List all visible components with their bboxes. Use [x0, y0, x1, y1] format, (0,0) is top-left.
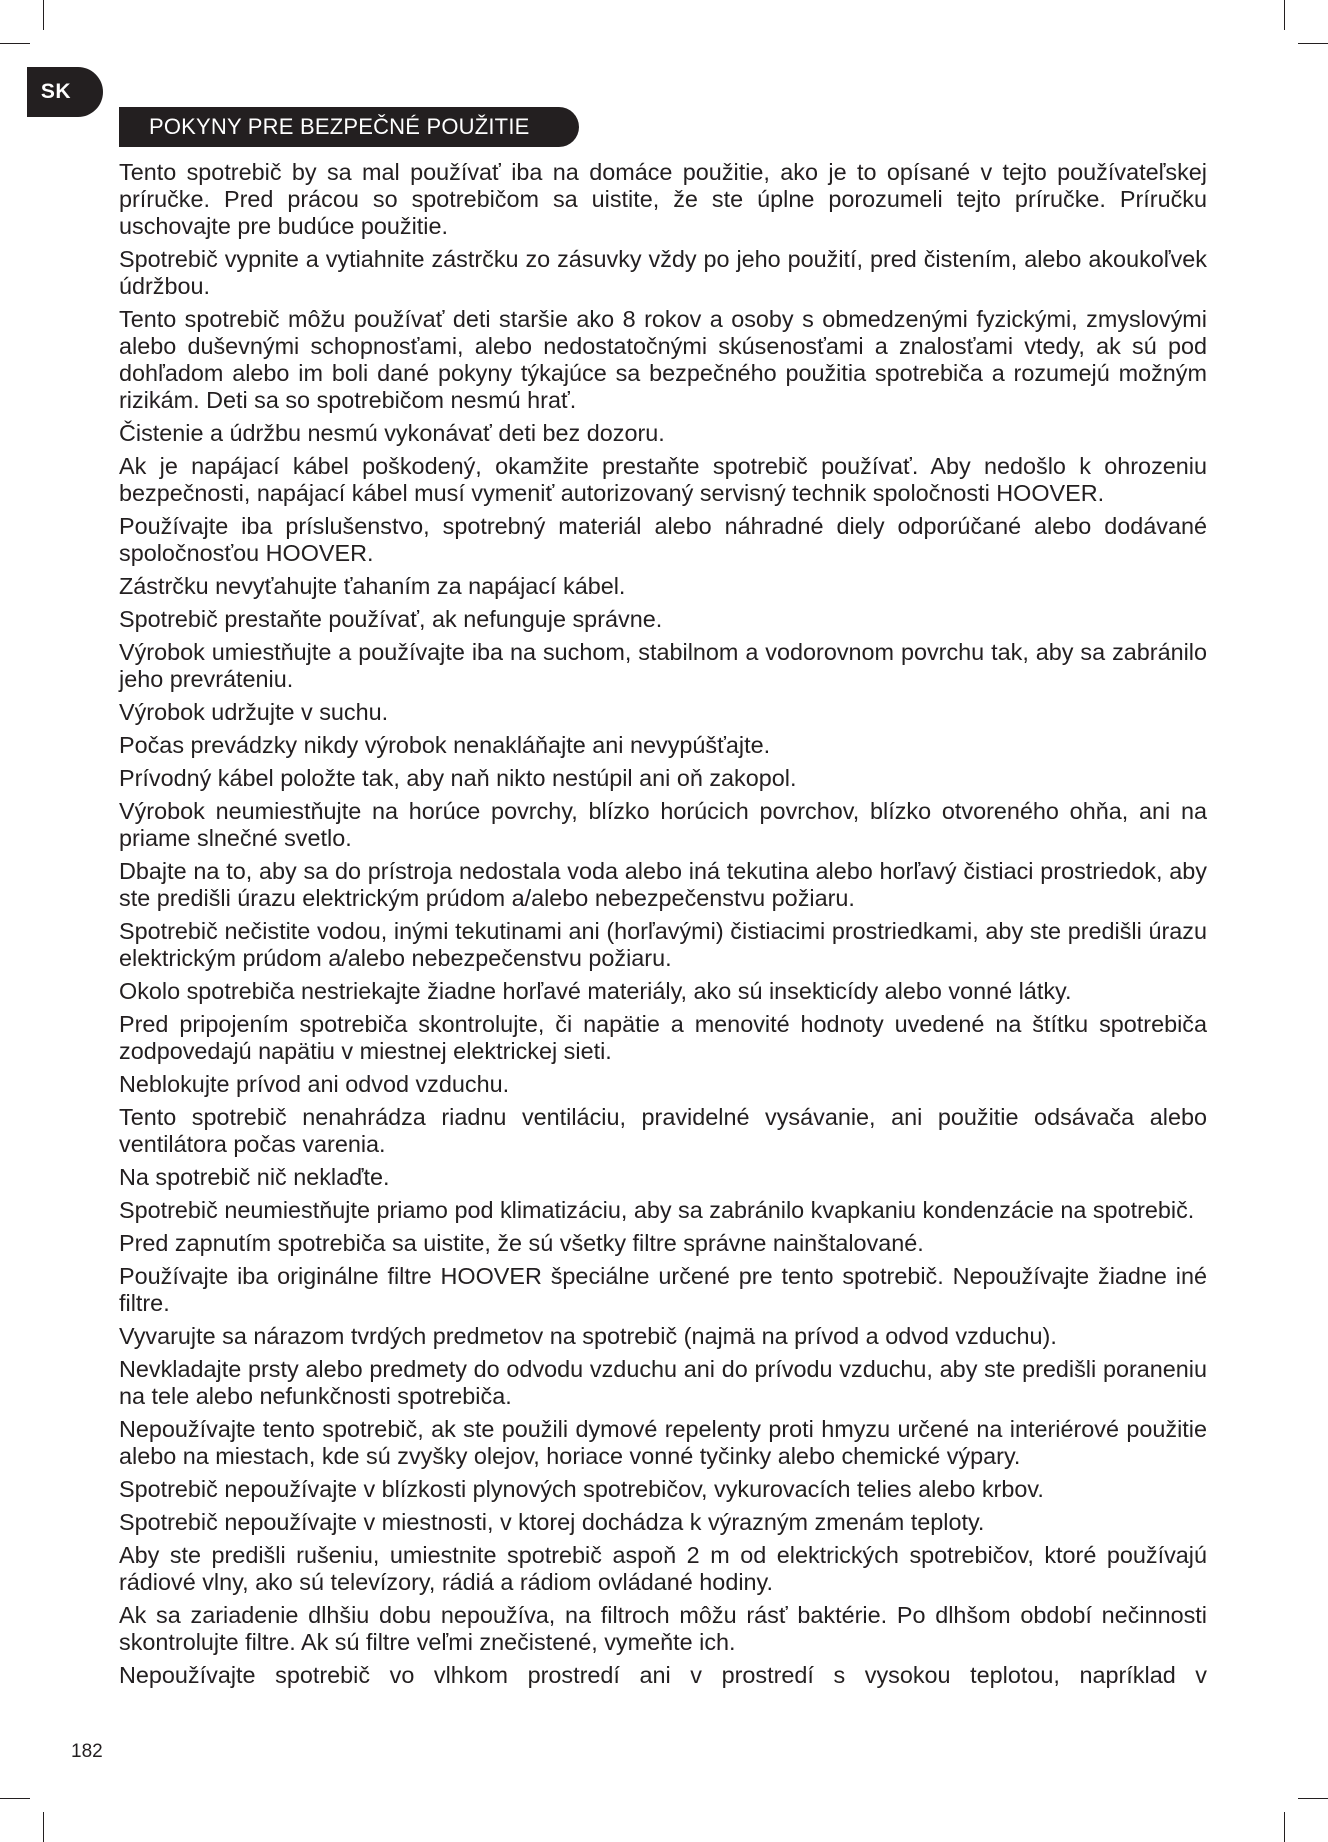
paragraph: Na spotrebič nič neklaďte. — [119, 1164, 390, 1190]
crop-mark-bottom-left-horizontal — [0, 1798, 30, 1799]
crop-mark-bottom-right-horizontal — [1298, 1798, 1328, 1799]
paragraph: Nevkladajte prsty alebo predmety do odvodu vzduchu ani do prívodu vzduchu, aby ste predišli poraneniu na tele alebo nefunkčnosti spotrebiča. — [119, 1356, 1207, 1409]
paragraph: Výrobok udržujte v suchu. — [119, 699, 389, 725]
paragraph: Prívodný kábel položte tak, aby naň nikto nestúpil ani oň zakopol. — [119, 765, 797, 791]
language-tab-label: SK — [40, 80, 72, 103]
crop-mark-top-right-vertical — [1284, 0, 1285, 30]
paragraph: Spotrebič nepoužívajte v blízkosti plynových spotrebičov, vykurovacích telies alebo krbov. — [119, 1476, 1044, 1502]
paragraph: Pred pripojením spotrebiča skontrolujte, či napätie a menovité hodnoty uvedené na štítku spotrebiča zodpovedajú napätiu v miestnej elektrickej sieti. — [119, 1011, 1207, 1064]
paragraph: Používajte iba príslušenstvo, spotrebný materiál alebo náhradné diely odporúčané alebo dodávané spoločnosťou HOOVER. — [119, 513, 1207, 566]
paragraph: Tento spotrebič nenahrádza riadnu ventiláciu, pravidelné vysávanie, ani použitie odsávača alebo ventilátora počas varenia. — [119, 1104, 1207, 1157]
safety-instructions — [119, 159, 1207, 1695]
paragraph: Spotrebič nečistite vodou, inými tekutinami ani (horľavými) čistiacimi prostriedkami, aby ste predišli úrazu elektrickým prúdom a/alebo nebezpečenstvu požiaru. — [119, 918, 1207, 971]
paragraph: Spotrebič nepoužívajte v miestnosti, v ktorej dochádza k výrazným zmenám teploty. — [119, 1509, 985, 1535]
page-number: 182 — [71, 1741, 103, 1762]
paragraph: Nepoužívajte tento spotrebič, ak ste použili dymové repelenty proti hmyzu určené na interiérové použitie alebo na miestach, kde sú zvyšky olejov, horiace vonné tyčinky alebo chemické výpary. — [119, 1416, 1207, 1469]
crop-mark-top-left-vertical — [43, 0, 44, 30]
paragraph: Spotrebič vypnite a vytiahnite zástrčku zo zásuvky vždy po jeho použití, pred čistením, alebo akoukoľvek údržbou. — [119, 246, 1207, 299]
section-title — [119, 107, 579, 147]
paragraph: Ak je napájací kábel poškodený, okamžite prestaňte spotrebič používať. Aby nedošlo k ohrozeniu bezpečnosti, napájací kábel musí vymeniť autorizovaný servisný technik spoločnosti HOOVER. — [119, 453, 1207, 506]
paragraph: Pred zapnutím spotrebiča sa uistite, že sú všetky filtre správne nainštalované. — [119, 1230, 924, 1256]
crop-mark-bottom-left-vertical — [43, 1812, 44, 1842]
crop-mark-bottom-right-vertical — [1284, 1812, 1285, 1842]
paragraph: Počas prevádzky nikdy výrobok nenakláňajte ani nevypúšťajte. — [119, 732, 771, 758]
paragraph: Spotrebič prestaňte používať, ak nefunguje správne. — [119, 606, 663, 632]
paragraph: Ak sa zariadenie dlhšiu dobu nepoužíva, na filtroch môžu rásť baktérie. Po dlhšom období nečinnosti skontrolujte filtre. Ak sú filtre veľmi znečistené, vymeňte ich. — [119, 1602, 1207, 1655]
paragraph: Tento spotrebič môžu používať deti staršie ako 8 rokov a osoby s obmedzenými fyzickými, zmyslovými alebo duševnými schopnosťami, alebo nedostatočnými skúsenosťami a znalosťami vtedy, ak sú pod dohľadom alebo im boli dané pokyny týkajúce sa bezpečného použitia spotrebiča a rozumejú možným rizikám. Deti sa so spotrebičom nesmú hrať. — [119, 306, 1207, 413]
paragraph: Tento spotrebič by sa mal používať iba na domáce použitie, ako je to opísané v tejto používateľskej príručke. Pred prácou so spotrebičom sa uistite, že ste úplne porozumeli tejto príručke. Príručku uschovajte pre budúce použitie. — [119, 159, 1207, 239]
paragraph: Používajte iba originálne filtre HOOVER špeciálne určené pre tento spotrebič. Nepoužívajte žiadne iné filtre. — [119, 1263, 1207, 1316]
paragraph: Aby ste predišli rušeniu, umiestnite spotrebič aspoň 2 m od elektrických spotrebičov, ktoré používajú rádiové vlny, ako sú televízory, rádiá a rádiom ovládané hodiny. — [119, 1542, 1207, 1595]
paragraph: Okolo spotrebiča nestriekajte žiadne horľavé materiály, ako sú insekticídy alebo vonné látky. — [119, 978, 1072, 1004]
paragraph: Čistenie a údržbu nesmú vykonávať deti bez dozoru. — [119, 420, 665, 446]
paragraph: Výrobok neumiestňujte na horúce povrchy, blízko horúcich povrchov, blízko otvoreného ohňa, ani na priame slnečné svetlo. — [119, 798, 1207, 851]
crop-mark-top-left-horizontal — [0, 43, 30, 44]
paragraph: Spotrebič neumiestňujte priamo pod klimatizáciu, aby sa zabránilo kvapkaniu kondenzácie na spotrebič. — [119, 1197, 1195, 1223]
paragraph: Neblokujte prívod ani odvod vzduchu. — [119, 1071, 510, 1097]
paragraph: Nepoužívajte spotrebič vo vlhkom prostredí ani v prostredí s vysokou teplotou, napríklad v — [119, 1662, 1207, 1688]
paragraph: Zástrčku nevyťahujte ťahaním za napájací kábel. — [119, 573, 626, 599]
section-title-text: POKYNY PRE BEZPEČNÉ POUŽITIE — [149, 114, 530, 139]
paragraph: Výrobok umiestňujte a používajte iba na suchom, stabilnom a vodorovnom povrchu tak, aby sa zabránilo jeho prevráteniu. — [119, 639, 1207, 692]
language-tab — [27, 67, 103, 117]
paragraph: Vyvarujte sa nárazom tvrdých predmetov na spotrebič (najmä na prívod a odvod vzduchu). — [119, 1323, 1057, 1349]
crop-mark-top-right-horizontal — [1298, 43, 1328, 44]
paragraph: Dbajte na to, aby sa do prístroja nedostala voda alebo iná tekutina alebo horľavý čistiaci prostriedok, aby ste predišli úrazu elektrickým prúdom a/alebo nebezpečenstvu požiaru. — [119, 858, 1207, 911]
